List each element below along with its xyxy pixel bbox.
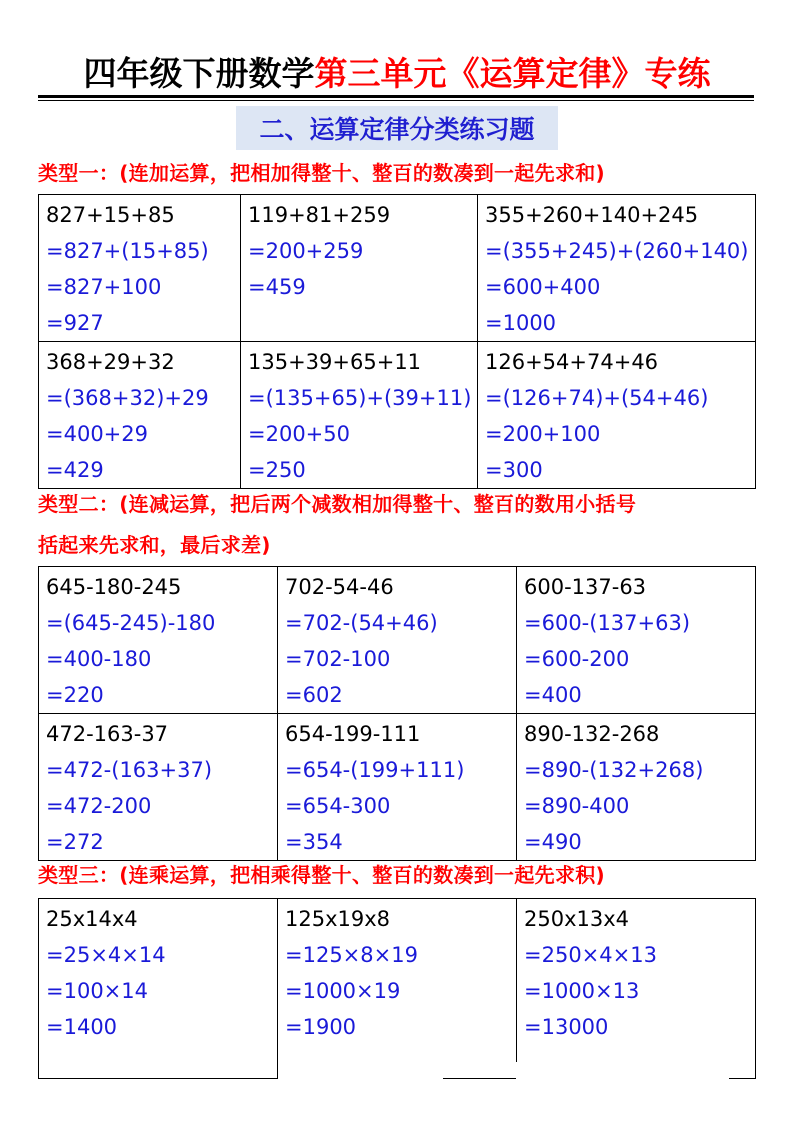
solution-step: =125×8×19 xyxy=(285,943,418,967)
solution-step: =1000 xyxy=(485,311,557,335)
table-row xyxy=(39,899,756,1079)
section-3-label: 类型三：(连乘运算，把相乘得整十、整百的数凑到一起先求积) xyxy=(38,863,605,887)
solution-step: =200+50 xyxy=(248,422,350,446)
problem-expression: 119+81+259 xyxy=(248,203,391,227)
problem-expression: 368+29+32 xyxy=(46,350,175,374)
solution-step: =927 xyxy=(46,311,104,335)
problem-expression: 654-199-111 xyxy=(285,722,421,746)
solution-step: =702-(54+46) xyxy=(285,611,438,635)
problem-cell xyxy=(517,714,756,861)
solution-step: =600-(137+63) xyxy=(524,611,691,635)
solution-step: =1400 xyxy=(46,1015,118,1039)
solution-step: =827+100 xyxy=(46,275,162,299)
solution-step: =490 xyxy=(524,830,582,854)
solution-step: =272 xyxy=(46,830,104,854)
section-1-table xyxy=(38,194,756,489)
solution-step: =1000×13 xyxy=(524,979,640,1003)
problem-expression: 890-132-268 xyxy=(524,722,660,746)
problem-expression: 355+260+140+245 xyxy=(485,203,699,227)
solution-step: =250×4×13 xyxy=(524,943,657,967)
problem-expression: 600-137-63 xyxy=(524,575,647,599)
solution-step: =400 xyxy=(524,683,582,707)
title-underline-thin xyxy=(38,100,754,101)
problem-expression: 126+54+74+46 xyxy=(485,350,659,374)
solution-step: =(355+245)+(260+140) xyxy=(485,239,749,263)
section-3-table xyxy=(38,898,756,1079)
solution-step: =400+29 xyxy=(46,422,148,446)
solution-step: =354 xyxy=(285,830,343,854)
problem-cell xyxy=(39,899,278,1079)
problem-cell xyxy=(278,567,517,714)
solution-step: =890-(132+268) xyxy=(524,758,704,782)
solution-step: =600-200 xyxy=(524,647,630,671)
solution-step: =220 xyxy=(46,683,104,707)
solution-step: =890-400 xyxy=(524,794,630,818)
border-gap xyxy=(278,1077,443,1080)
solution-step: =472-(163+37) xyxy=(46,758,213,782)
solution-step: =1900 xyxy=(285,1015,357,1039)
problem-expression: 472-163-37 xyxy=(46,722,169,746)
section-heading: 二、运算定律分类练习题 xyxy=(236,106,558,150)
problem-expression: 25x14x4 xyxy=(46,907,138,931)
section-2-label: 类型二：(连减运算，把后两个减数相加得整十、整百的数用小括号 xyxy=(38,492,637,516)
problem-cell xyxy=(39,342,241,489)
problem-cell xyxy=(39,195,241,342)
solution-step: =654-300 xyxy=(285,794,391,818)
solution-step: =472-200 xyxy=(46,794,152,818)
table-row xyxy=(39,567,756,714)
solution-step: =654-(199+111) xyxy=(285,758,465,782)
solution-step: =1000×19 xyxy=(285,979,401,1003)
solution-step: =(126+74)+(54+46) xyxy=(485,386,709,410)
problem-cell xyxy=(39,567,278,714)
title-underline-thick xyxy=(38,95,754,98)
solution-step: =13000 xyxy=(524,1015,609,1039)
title-unit: 第三单元《运算定律》专练 xyxy=(314,53,711,93)
problem-cell xyxy=(241,342,478,489)
solution-step: =827+(15+85) xyxy=(46,239,209,263)
table-row xyxy=(39,714,756,861)
section-1-label: 类型一：(连加运算，把相加得整十、整百的数凑到一起先求和) xyxy=(38,161,605,185)
page-title xyxy=(38,48,756,94)
solution-step: =702-100 xyxy=(285,647,391,671)
title-grade: 四年级下册数学 xyxy=(83,53,315,93)
solution-step: =600+400 xyxy=(485,275,601,299)
problem-expression: 135+39+65+11 xyxy=(248,350,422,374)
solution-step: =200+100 xyxy=(485,422,601,446)
problem-expression: 702-54-46 xyxy=(285,575,394,599)
section-2-label-continued: 括起来先求和，最后求差) xyxy=(38,533,271,557)
problem-expression: 125x19x8 xyxy=(285,907,391,931)
table-row xyxy=(39,342,756,489)
solution-step: =250 xyxy=(248,458,306,482)
problem-expression: 645-180-245 xyxy=(46,575,182,599)
solution-step: =200+259 xyxy=(248,239,364,263)
problem-cell xyxy=(241,195,478,342)
solution-step: =429 xyxy=(46,458,104,482)
problem-cell xyxy=(39,714,278,861)
problem-cell xyxy=(478,342,756,489)
problem-expression: 827+15+85 xyxy=(46,203,175,227)
solution-step: =100×14 xyxy=(46,979,148,1003)
solution-step: =459 xyxy=(248,275,306,299)
border-gap xyxy=(519,1077,729,1080)
solution-step: =(368+32)+29 xyxy=(46,386,209,410)
solution-step: =25×4×14 xyxy=(46,943,166,967)
table-row xyxy=(39,195,756,342)
problem-expression: 250x13x4 xyxy=(524,907,630,931)
solution-step: =300 xyxy=(485,458,543,482)
section-2-table xyxy=(38,566,756,861)
problem-cell xyxy=(278,899,517,1079)
problem-cell xyxy=(517,567,756,714)
solution-step: =400-180 xyxy=(46,647,152,671)
problem-cell xyxy=(478,195,756,342)
solution-step: =(645-245)-180 xyxy=(46,611,216,635)
problem-cell xyxy=(278,714,517,861)
problem-cell xyxy=(517,899,756,1079)
solution-step: =(135+65)+(39+11) xyxy=(248,386,472,410)
solution-step: =602 xyxy=(285,683,343,707)
